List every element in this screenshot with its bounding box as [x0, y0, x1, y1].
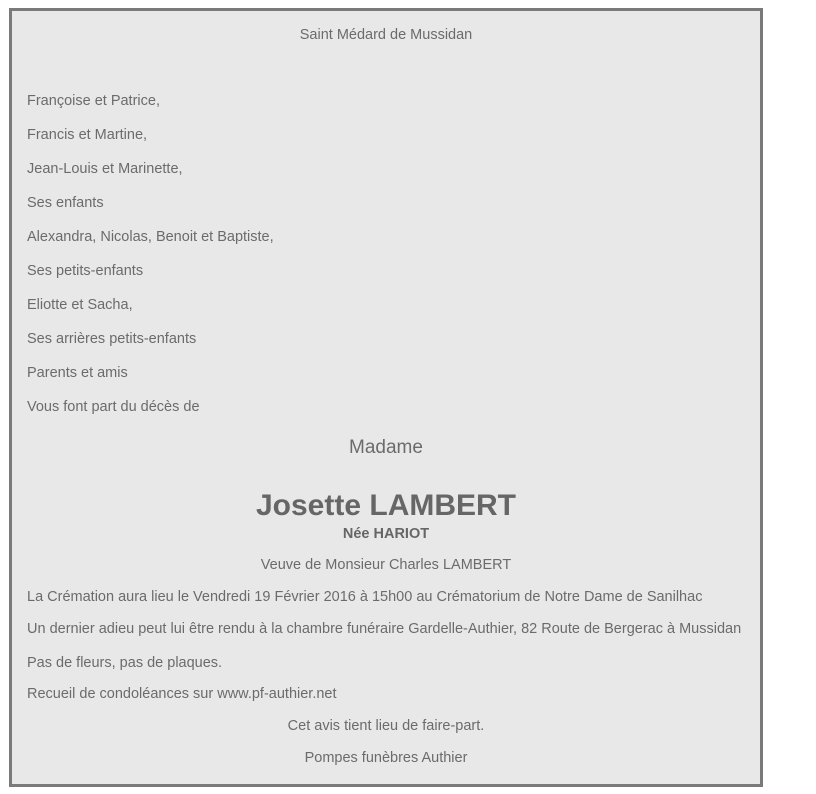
location: Saint Médard de Mussidan — [299, 27, 473, 43]
family-line: Francis et Martine, — [27, 127, 148, 143]
detail-line: Pas de fleurs, pas de plaques. — [27, 655, 223, 671]
family-line: Ses petits-enfants — [27, 263, 144, 279]
family-line: Jean-Louis et Marinette, — [27, 161, 183, 177]
maiden-name: Née HARIOT — [342, 526, 430, 542]
family-line: Vous font part du décès de — [27, 399, 200, 415]
death-notice — [9, 8, 763, 787]
family-line: Ses enfants — [27, 195, 104, 211]
family-line: Ses arrières petits-enfants — [27, 331, 197, 347]
detail-line: Recueil de condoléances sur www.pf-authier.net — [27, 686, 337, 702]
detail-line: La Crémation aura lieu le Vendredi 19 Février 2016 à 15h00 au Crématorium de Notre Dame de Sanilhac — [27, 589, 703, 605]
family-line: Françoise et Patrice, — [27, 93, 160, 109]
family-line: Alexandra, Nicolas, Benoit et Baptiste, — [27, 229, 274, 245]
faire-part-note: Cet avis tient lieu de faire-part. — [287, 718, 485, 734]
widow-of: Veuve de Monsieur Charles LAMBERT — [260, 557, 512, 573]
funeral-home: Pompes funèbres Authier — [304, 750, 468, 766]
title: Madame — [349, 437, 423, 458]
family-line: Eliotte et Sacha, — [27, 297, 133, 313]
deceased-name: Josette LAMBERT — [255, 489, 517, 522]
family-line: Parents et amis — [27, 365, 128, 381]
detail-line: Un dernier adieu peut lui être rendu à la chambre funéraire Gardelle-Authier, 82 Route de Bergerac à Mussidan — [27, 621, 742, 637]
